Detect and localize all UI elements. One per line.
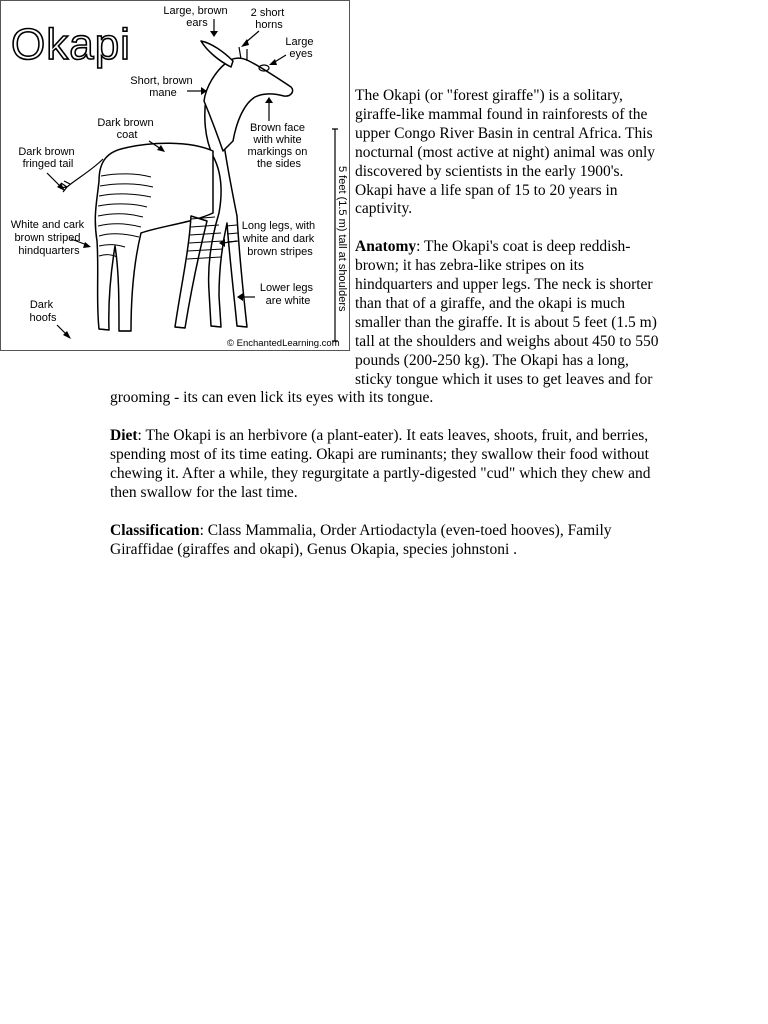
label-lower-legs: Lower legs are white [259, 282, 314, 307]
diagram-title: Okapi [11, 20, 131, 69]
height-label: 5 feet (1.5 m) tall at shoulders [336, 166, 348, 312]
anatomy-heading: Anatomy [355, 238, 417, 256]
label-eyes: Large eyes [285, 36, 314, 60]
image-credit: © EnchantedLearning.com [227, 338, 340, 349]
classification-paragraph [110, 522, 662, 560]
label-hindquarters: White and cark brown striped hindquarters [10, 219, 85, 257]
diet-paragraph [110, 427, 662, 503]
anatomy-text: : The Okapi's coat is deep reddish-brown; it has zebra-like stripes on its hindquarters and upper legs. The neck is shorter than that of a giraffe, and the okapi is much smaller than the giraffe. It is about 5 feet (1.5 m) tall at the shoulders and weighs about 450 to 550 pounds (200-250 kg). The Okapi has a long, sticky tongue which it uses to get leaves and for grooming - its can even lick its eyes with its tongue. [110, 238, 659, 407]
label-ears: Large, brown ears [163, 5, 228, 29]
label-coat: Dark brown coat [97, 117, 154, 141]
intro-paragraph: The Okapi (or "forest giraffe") is a solitary, giraffe-like mammal found in rainforests of the upper Congo River Basin in central Africa. This nocturnal (most active at night) animal was only discovered by scientists in the early 1900's. Okapi have a life span of 15 to 20 years in captivity. [355, 87, 656, 218]
label-horns: 2 short horns [250, 7, 285, 31]
label-legs: Long legs, with white and dark brown stripes [241, 220, 316, 258]
article-body [110, 87, 662, 579]
classification-text: : Class Mammalia, Order Artiodactyla (even-toed hooves), Family Giraffidae (giraffes and okapi), Genus Okapia, species johnstoni . [110, 521, 612, 558]
figure-spacer [110, 87, 355, 377]
label-face: Brown face with white markings on the sides [247, 122, 308, 170]
classification-heading: Classification [110, 521, 200, 539]
label-tail: Dark brown fringed tail [18, 146, 75, 170]
label-mane: Short, brown mane [130, 75, 193, 99]
diet-heading: Diet [110, 427, 138, 445]
okapi-ear [201, 41, 233, 67]
diet-text: : The Okapi is an herbivore (a plant-eater). It eats leaves, shoots, fruit, and berries, spending most of its time eating. Okapi are ruminants; they swallow their food without chewing it. After a while, they regurgitate a partly-digested "cud" which they chew and then swallow for the last time. [110, 427, 651, 501]
label-hoofs: Dark hoofs [29, 299, 57, 324]
